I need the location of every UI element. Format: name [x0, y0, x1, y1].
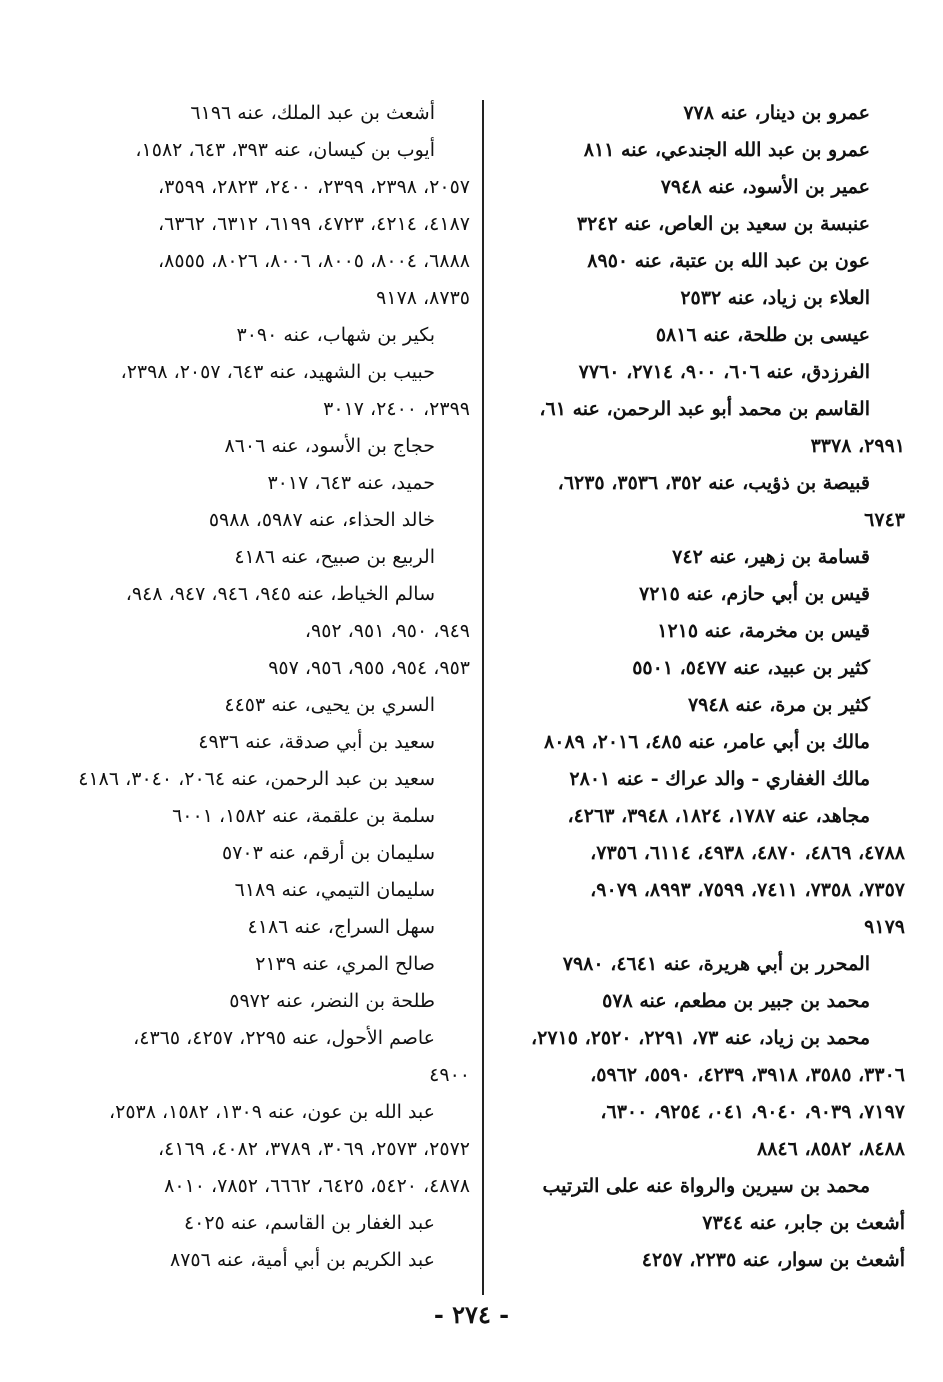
index-entry: كثير بن عبيد، عنه ٥٤٧٧، ٥٥٠١: [632, 657, 870, 679]
index-entry: عمير بن الأسود، عنه ٧٩٤٨: [660, 176, 870, 198]
index-continuation-line: ٤٩٠٠: [429, 1064, 470, 1086]
index-entry: سعيد بن أبي صدقة، عنه ٤٩٣٦: [198, 731, 435, 753]
index-continuation-line: ٢٩٩١، ٣٣٧٨: [810, 435, 905, 457]
index-entry: محمد بن زياد، عنه ٧٣، ٢٢٩١، ٢٥٢٠، ٢٧١٥،: [530, 1027, 870, 1049]
index-entry: حبيب بن الشهيد، عنه ٦٤٣، ٢٠٥٧، ٢٣٩٨،: [120, 361, 435, 383]
index-entry: أشعث بن جابر، عنه ٧٣٤٤: [702, 1212, 905, 1234]
index-entry: عاصم الأحول، عنه ٢٢٩٥، ٤٢٥٧، ٤٣٦٥،: [133, 1027, 435, 1049]
index-continuation-line: ٢٣٩٩، ٢٤٠٠، ٣٠١٧: [323, 398, 470, 420]
index-entry: عمرو بن عبد الله الجندعي، عنه ٨١١: [583, 139, 870, 161]
index-entry: قيس بن أبي حازم، عنه ٧٢١٥: [639, 583, 870, 605]
index-entry: بكير بن شهاب، عنه ٣٠٩٠: [236, 324, 435, 346]
index-entry: عون بن عبد الله بن عتبة، عنه ٨٩٥٠: [587, 250, 870, 272]
index-entry: سالم الخياط، عنه ٩٤٥، ٩٤٦، ٩٤٧، ٩٤٨،: [125, 583, 435, 605]
index-continuation-line: ٤٧٨٨، ٤٨٦٩، ٤٨٧٠، ٤٩٣٨، ٦١١٤، ٧٣٥٦،: [590, 842, 905, 864]
index-entry: قبيصة بن ذؤيب، عنه ٣٥٢، ٣٥٣٦، ٦٢٣٥،: [557, 472, 870, 494]
index-continuation-line: ٦٨٨٨، ٨٠٠٤، ٨٠٠٥، ٨٠٠٦، ٨٠٢٦، ٨٥٥٥،: [158, 250, 470, 272]
index-entry: عبد الكريم بن أبي أمية، عنه ٨٧٥٦: [169, 1249, 435, 1271]
column-divider: [482, 100, 484, 1295]
index-entry: عنبسة بن سعيد بن العاص، عنه ٣٢٤٢: [576, 213, 870, 235]
index-entry: مالك بن أبي عامر، عنه ٤٨٥، ٢٠١٦، ٨٠٨٩: [544, 731, 870, 753]
index-entry: سلمة بن علقمة، عنه ١٥٨٢، ٦٠٠١: [172, 805, 435, 827]
index-entry: كثير بن مرة، عنه ٧٩٤٨: [687, 694, 870, 716]
index-entry: السري بن يحيى، عنه ٤٤٥٣: [224, 694, 435, 716]
index-continuation-line: ٨٧٣٥، ٩١٧٨: [376, 287, 470, 309]
index-entry: قسامة بن زهير، عنه ٧٤٢: [672, 546, 870, 568]
index-continuation-line: ٢٥٧٢، ٢٥٧٣، ٣٠٦٩، ٣٧٨٩، ٤٠٨٢، ٤١٦٩،: [158, 1138, 470, 1160]
index-continuation-line: ٦٧٤٣: [864, 509, 905, 531]
index-entry: حميد، عنه ٦٤٣، ٣٠١٧: [267, 472, 435, 494]
index-continuation-line: ٧٣٥٧، ٧٣٥٨، ٧٤١١، ٧٥٩٩، ٨٩٩٣، ٩٠٧٩،: [590, 879, 905, 901]
index-entry: عمرو بن دينار، عنه ٧٧٨: [683, 102, 870, 124]
index-entry: المحرر بن أبي هريرة، عنه ٤٦٤١، ٧٩٨٠: [562, 953, 870, 975]
index-entry: سعيد بن عبد الرحمن، عنه ٢٠٦٤، ٣٠٤٠، ٤١٨٦: [78, 768, 435, 790]
index-entry: طلحة بن النضر، عنه ٥٩٧٢: [229, 990, 435, 1012]
index-entry: محمد بن جبير بن مطعم، عنه ٥٧٨: [602, 990, 870, 1012]
index-continuation-line: ٧١٩٧، ٩٠٣٩، ٩٠٤٠، ٠٤١، ٩٢٥٤، ٦٣٠٠،: [600, 1101, 905, 1123]
right-column-index: [495, 95, 905, 1279]
index-entry: القاسم بن محمد أبو عبد الرحمن، عنه ٦١،: [539, 398, 870, 420]
index-entry: قيس بن مخرمة، عنه ١٢١٥: [657, 620, 870, 642]
index-entry: أشعث بن عبد الملك، عنه ٦١٩٦: [190, 102, 435, 124]
index-continuation-line: ٤١٨٧، ٤٢١٤، ٤٧٢٣، ٦١٩٩، ٦٣١٢، ٦٣٦٢،: [158, 213, 470, 235]
index-entry: خالد الحذاء، عنه ٥٩٨٧، ٥٩٨٨: [208, 509, 435, 531]
index-continuation-line: ٢٠٥٧، ٢٣٩٨، ٢٣٩٩، ٢٤٠٠، ٢٨٢٣، ٣٥٩٩،: [158, 176, 470, 198]
index-entry: الفرزدق، عنه ٦٠٦، ٩٠٠، ٢٧١٤، ٧٧٦٠: [578, 361, 870, 383]
index-continuation-line: ٩٤٩، ٩٥٠، ٩٥١، ٩٥٢،: [304, 620, 470, 642]
index-entry: حجاج بن الأسود، عنه ٨٦٠٦: [224, 435, 435, 457]
index-continuation-line: ٩٥٣، ٩٥٤، ٩٥٥، ٩٥٦، ٩٥٧: [268, 657, 470, 679]
page-number: - ٢٧٤ -: [433, 1300, 510, 1329]
index-entry: سهل السراج، عنه ٤١٨٦: [247, 916, 435, 938]
index-entry: مالك الغفاري - والد عراك - عنه ٢٨٠١: [569, 768, 870, 790]
left-column-index: [55, 95, 470, 1279]
index-entry: أيوب بن كيسان، عنه ٣٩٣، ٦٤٣، ١٥٨٢،: [135, 139, 435, 161]
index-entry: سليمان بن أرقم، عنه ٥٧٠٣: [222, 842, 435, 864]
index-entry: العلاء بن زياد، عنه ٢٥٣٢: [680, 287, 870, 309]
index-entry: محمد بن سيرين والرواة عنه على الترتيب: [542, 1175, 870, 1197]
index-entry: مجاهد، عنه ١٧٨٧، ١٨٢٤، ٣٩٤٨، ٤٢٦٣،: [567, 805, 870, 827]
index-continuation-line: ٤٨٧٨، ٥٤٢٠، ٦٤٢٥، ٦٦٦٢، ٧٨٥٢، ٨٠١٠: [164, 1175, 470, 1197]
index-continuation-line: ٣٣٠٦، ٣٥٨٥، ٣٩١٨، ٤٢٣٩، ٥٥٩٠، ٥٩٦٢،: [590, 1064, 905, 1086]
index-entry: أشعث بن سوار، عنه ٢٢٣٥، ٤٢٥٧: [641, 1249, 905, 1271]
index-entry: عيسى بن طلحة، عنه ٥٨١٦: [655, 324, 870, 346]
index-entry: الربيع بن صبيح، عنه ٤١٨٦: [234, 546, 435, 568]
index-continuation-line: ٨٤٨٨، ٨٥٨٢، ٨٨٤٦: [757, 1138, 905, 1160]
index-entry: عبد الله بن عون، عنه ١٣٠٩، ١٥٨٢، ٢٥٣٨،: [108, 1101, 435, 1123]
index-entry: عبد الغفار بن القاسم، عنه ٤٠٢٥: [183, 1212, 435, 1234]
index-entry: سليمان التيمي، عنه ٦١٨٩: [234, 879, 435, 901]
index-entry: صالح المري، عنه ٢١٣٩: [255, 953, 435, 975]
index-continuation-line: ٩١٧٩: [864, 916, 905, 938]
